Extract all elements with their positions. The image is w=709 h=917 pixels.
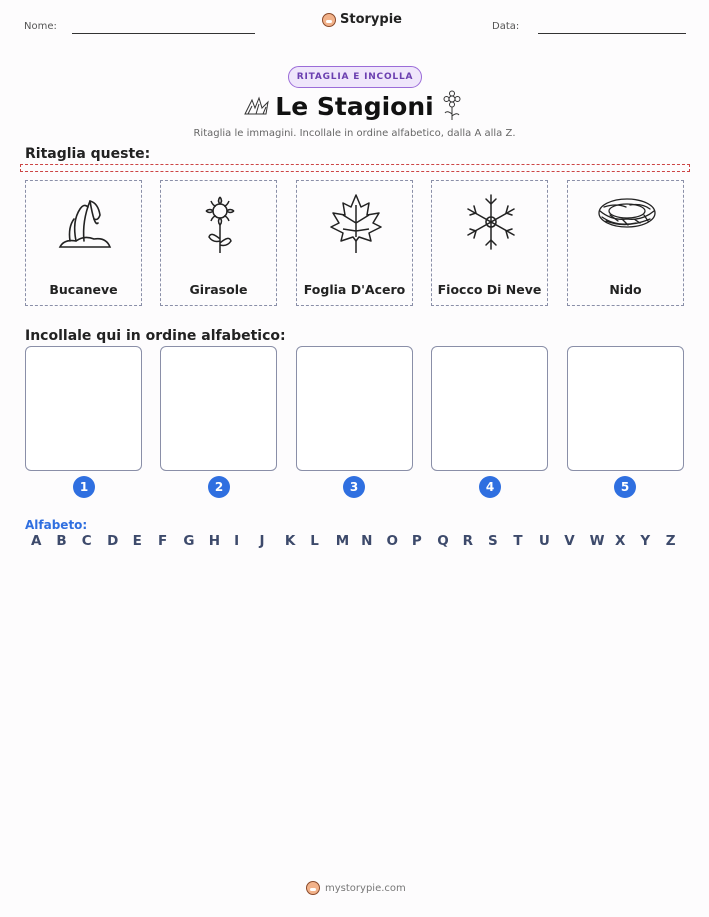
storypie-mascot-icon [322,13,336,27]
alphabet-letter: D [107,533,119,549]
name-label: Nome: [24,21,57,32]
alphabet-letter: I [234,533,240,549]
flower-icon [440,90,464,122]
paste-box-1[interactable] [25,346,142,471]
snowflake-icon [460,191,522,255]
cut-card-3[interactable] [296,180,413,306]
cut-label: Bucaneve [49,282,118,297]
alphabet-letter: L [310,533,319,549]
cut-label: Foglia D'Acero [303,282,406,297]
alphabet-letter: S [488,533,498,549]
cut-heading: Ritaglia queste: [25,146,151,162]
cut-line [20,164,690,172]
cut-label: Girasole [189,282,248,297]
alphabet-letter: A [31,533,42,549]
snowdrop-icon [54,191,116,255]
alphabet-letter: F [157,533,168,549]
date-field[interactable] [538,33,686,34]
sunflower-icon [189,191,251,255]
alphabet-letter: B [56,533,67,549]
paste-box-5[interactable] [567,346,684,471]
slot-number-3: 3 [343,476,365,498]
cut-card-2[interactable] [160,180,277,306]
paste-box-2[interactable] [160,346,277,471]
brand-logo [322,12,402,27]
alphabet-letter: J [259,533,265,549]
instructions: Ritaglia le immagini. Incollale in ordine alfabetico, dalla A alla Z. [193,128,516,139]
alphabet-letter: U [538,533,550,549]
maple-leaf-icon [325,191,387,255]
alphabet-letter: K [284,533,296,549]
alphabet-row [31,533,691,549]
brand-name: Storypie [340,12,402,27]
alphabet-letter: T [513,533,523,549]
alphabet-letter: G [183,533,195,549]
alphabet-letter: V [564,533,575,549]
alphabet-letter: N [361,533,373,549]
page-title: Le Stagioni [275,92,434,121]
slot-number-5: 5 [614,476,636,498]
storypie-mascot-icon [306,881,320,895]
alphabet-letter: O [386,533,398,549]
alphabet-letter: P [411,533,422,549]
date-label: Data: [492,21,520,32]
slot-number-1: 1 [73,476,95,498]
name-field[interactable] [72,33,255,34]
alphabet-heading: Alfabeto: [25,518,88,532]
alphabet-letter: M [335,533,350,549]
footer [306,881,406,895]
alphabet-letter: C [81,533,92,549]
slot-number-4: 4 [479,476,501,498]
paste-box-4[interactable] [431,346,548,471]
cut-label: Nido [609,282,642,297]
nest-icon [596,191,658,255]
alphabet-letter: Q [437,533,449,549]
alphabet-letter: R [462,533,474,549]
paste-heading: Incollale qui in ordine alfabetico: [25,328,286,344]
cut-card-4[interactable] [431,180,548,306]
footer-url[interactable]: mystorypie.com [325,882,406,894]
activity-badge: RITAGLIA E INCOLLA [288,66,422,88]
paste-box-3[interactable] [296,346,413,471]
slot-number-2: 2 [208,476,230,498]
alphabet-letter: E [132,533,142,549]
alphabet-letter: H [208,533,221,549]
cut-label: Fiocco Di Neve [437,282,542,297]
cut-card-5[interactable] [567,180,684,306]
cut-card-1[interactable] [25,180,142,306]
alphabet-letter: X [614,533,626,549]
alphabet-letter: W [589,533,605,549]
alphabet-letter: Z [665,533,676,549]
alphabet-letter: Y [640,533,651,549]
